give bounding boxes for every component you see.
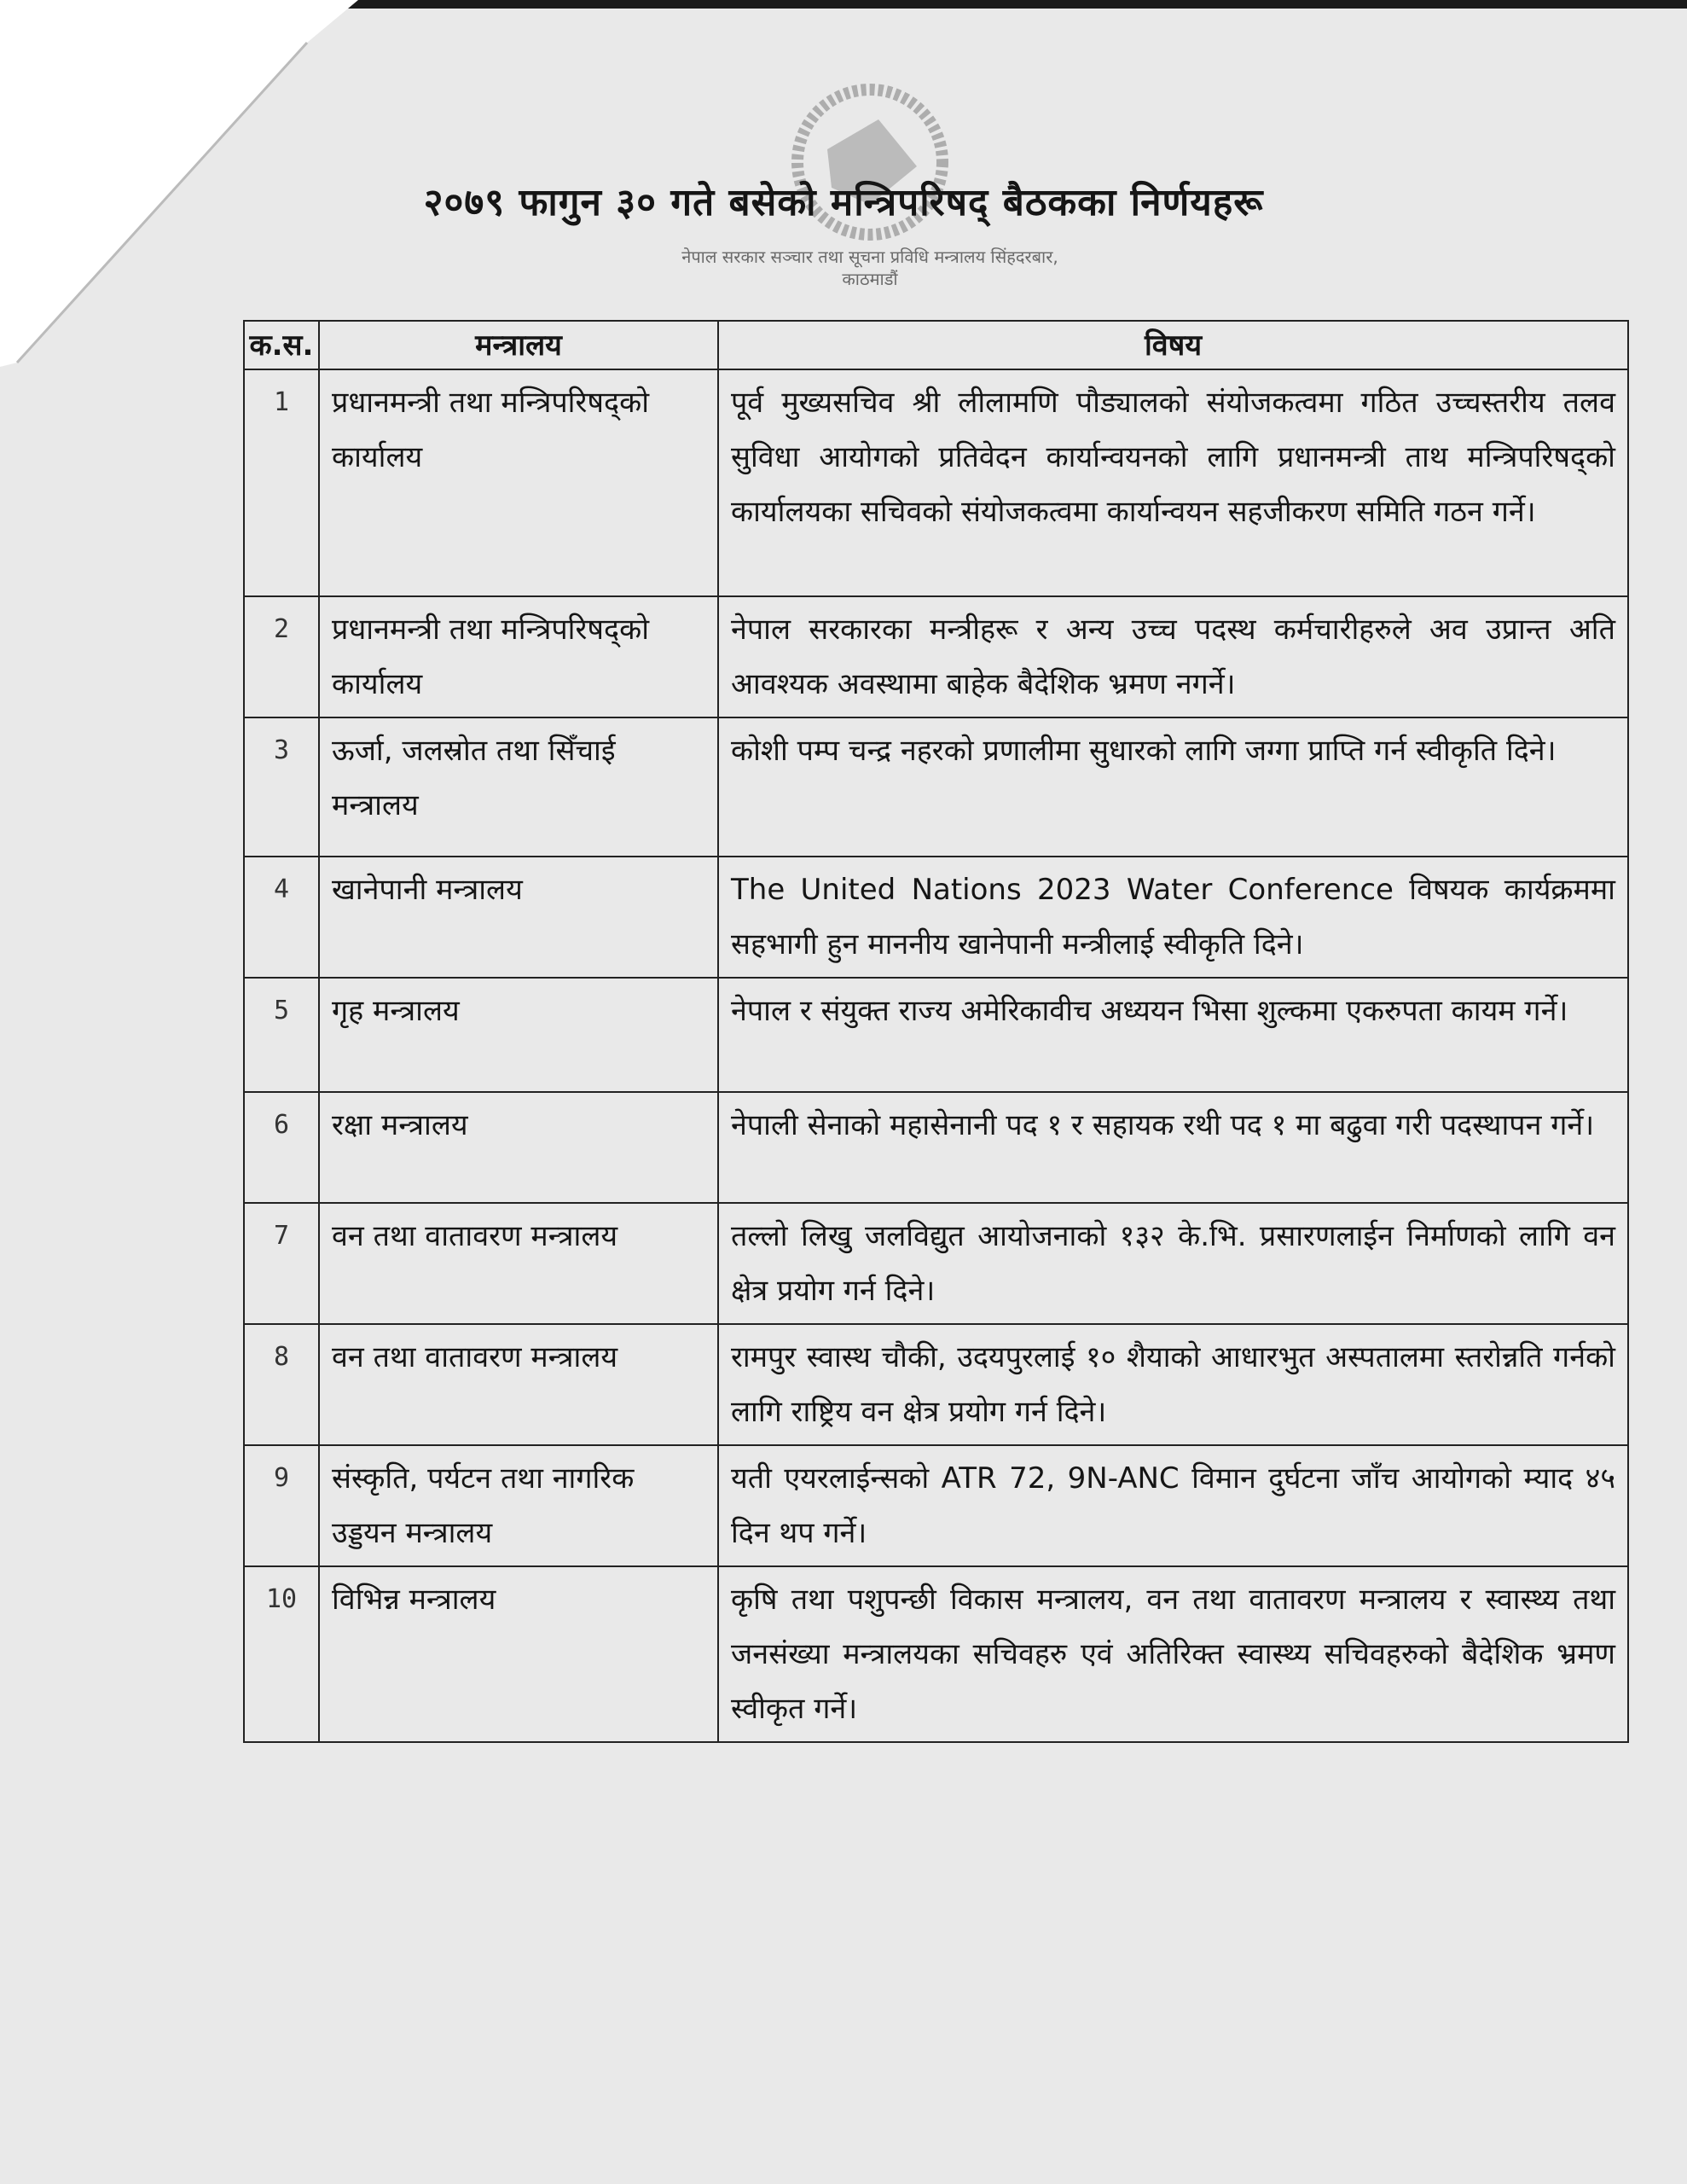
serial-cell: 7 [244, 1203, 319, 1324]
header-ministry: मन्त्रालय [319, 321, 718, 369]
ministry-cell: वन तथा वातावरण मन्त्रालय [319, 1203, 718, 1324]
serial-cell: 8 [244, 1324, 319, 1445]
subject-cell: नेपाल र संयुक्त राज्य अमेरिकावीच अध्ययन भिसा शुल्कमा एकरुपता कायम गर्ने। [718, 978, 1628, 1092]
subject-cell: कोशी पम्प चन्द्र नहरको प्रणालीमा सुधारको लागि जग्गा प्राप्ति गर्न स्वीकृति दिने। [718, 717, 1628, 857]
header-serial: क.स. [244, 321, 319, 369]
ministry-cell: खानेपानी मन्त्रालय [319, 857, 718, 978]
ministry-cell: ऊर्जा, जलस्रोत तथा सिँचाई मन्त्रालय [319, 717, 718, 857]
serial-cell: 10 [244, 1566, 319, 1742]
ministry-cell: प्रधानमन्त्री तथा मन्त्रिपरिषद्को कार्यालय [319, 369, 718, 596]
ministry-cell: वन तथा वातावरण मन्त्रालय [319, 1324, 718, 1445]
page-title: २०७९ फागुन ३० गते बसेको मन्त्रिपरिषद् बैठकका निर्णयहरू [423, 181, 1264, 224]
ministry-cell: गृह मन्त्रालय [319, 978, 718, 1092]
subject-cell: कृषि तथा पशुपन्छी विकास मन्त्रालय, वन तथा वातावरण मन्त्रालय र स्वास्थ्य तथा जनसंख्या मन्त्रालयका सचिवहरु एवं अतिरिक्त स्वास्थ्य सचिवहरुको बैदेशिक भ्रमण स्वीकृत गर्ने। [718, 1566, 1628, 1742]
subject-cell: The United Nations 2023 Water Conference विषयक कार्यक्रममा सहभागी हुन माननीय खानेपानी मन्त्रीलाई स्वीकृति दिने। [718, 857, 1628, 978]
decisions-table [243, 320, 1629, 1743]
table-row [244, 1203, 1628, 1324]
table-row [244, 1092, 1628, 1203]
subject-cell: नेपाली सेनाको महासेनानी पद १ र सहायक रथी पद १ मा बढुवा गरी पदस्थापन गर्ने। [718, 1092, 1628, 1203]
subject-cell: यती एयरलाईन्सको ATR 72, 9N-ANC विमान दुर्घटना जाँच आयोगको म्याद ४५ दिन थप गर्ने। [718, 1445, 1628, 1566]
table-row [244, 978, 1628, 1092]
table-row [244, 1566, 1628, 1742]
serial-cell: 9 [244, 1445, 319, 1566]
subject-cell: रामपुर स्वास्थ चौकी, उदयपुरलाई १० शैयाको आधारभुत अस्पतालमा स्तरोन्नति गर्नको लागि राष्ट्रिय वन क्षेत्र प्रयोग गर्न दिने। [718, 1324, 1628, 1445]
header-subject: विषय [718, 321, 1628, 369]
table-row [244, 369, 1628, 596]
ministry-cell: प्रधानमन्त्री तथा मन्त्रिपरिषद्को कार्यालय [319, 596, 718, 717]
subject-cell: पूर्व मुख्यसचिव श्री लीलामणि पौड्यालको संयोजकत्वमा गठित उच्चस्तरीय तलव सुविधा आयोगको प्रतिवेदन कार्यान्वयनको लागि प्रधानमन्त्री ताथ मन्त्रिपरिषद्को कार्यालयका सचिवको संयोजकत्वमा कार्यान्वयन सहजीकरण समिति गठन गर्ने। [718, 369, 1628, 596]
serial-cell: 1 [244, 369, 319, 596]
serial-cell: 3 [244, 717, 319, 857]
table-row [244, 1324, 1628, 1445]
serial-cell: 5 [244, 978, 319, 1092]
serial-cell: 6 [244, 1092, 319, 1203]
ministry-cell: विभिन्न मन्त्रालय [319, 1566, 718, 1742]
subject-cell: तल्लो लिखु जलविद्युत आयोजनाको १३२ के.भि. प्रसारणलाईन निर्माणको लागि वन क्षेत्र प्रयोग गर्न दिने। [718, 1203, 1628, 1324]
table-header-row [244, 321, 1628, 369]
subject-cell: नेपाल सरकारका मन्त्रीहरू र अन्य उच्च पदस्थ कर्मचारीहरुले अव उप्रान्त अति आवश्यक अवस्थामा बाहेक बैदेशिक भ्रमण नगर्ने। [718, 596, 1628, 717]
seal-text: नेपाल सरकार सञ्चार तथा सूचना प्रविधि मन्त्रालय सिंहदरबार, काठमाडौं [681, 247, 1058, 289]
table-row [244, 1445, 1628, 1566]
ministry-cell: संस्कृति, पर्यटन तथा नागरिक उड्डयन मन्त्रालय [319, 1445, 718, 1566]
serial-cell: 4 [244, 857, 319, 978]
table-row [244, 857, 1628, 978]
serial-cell: 2 [244, 596, 319, 717]
table-row [244, 717, 1628, 857]
ministry-cell: रक्षा मन्त्रालय [319, 1092, 718, 1203]
table-row [244, 596, 1628, 717]
